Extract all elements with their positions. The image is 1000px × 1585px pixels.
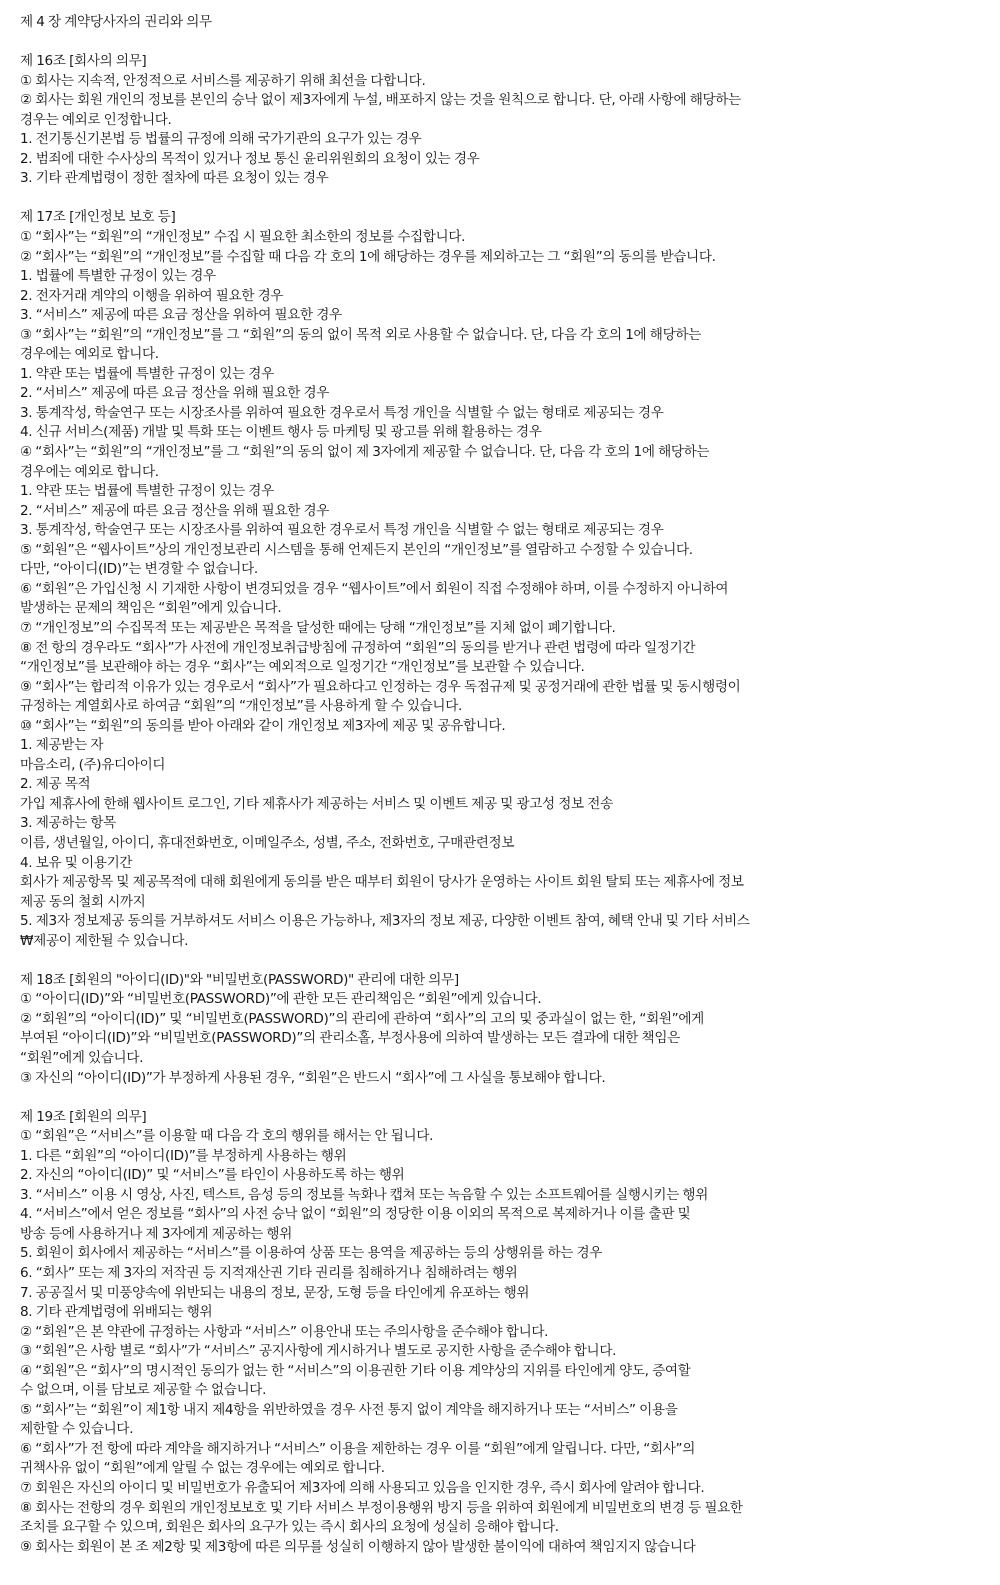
article-text-line: 부여된 “아이디(ID)”와 “비밀번호(PASSWORD)”의 관리소홀, 부정사용에 의하여 발생하는 모든 결과에 대한 책임은 xyxy=(20,1030,680,1047)
spacer xyxy=(20,189,985,209)
article-text-line: ⑤ “회사”는 “회원”이 제1항 내지 제4항을 위반하였을 경우 사전 통지 없이 계약을 해지하거나 또는 “서비스” 이용을 xyxy=(20,1401,678,1418)
article-text-line: 8. 기타 관계법령에 위배되는 행위 xyxy=(20,1304,213,1321)
article-text-line: 2. 전자거래 계약의 이행을 위하여 필요한 경우 xyxy=(20,287,284,304)
article-text-line: ① “아이디(ID)”와 “비밀번호(PASSWORD)”에 관한 모든 관리책임은 “회원”에게 있습니다. xyxy=(20,991,542,1008)
article-section xyxy=(20,208,985,970)
article-text-line: ⑦ “개인정보”의 수집목적 또는 제공받은 목적을 달성한 때에는 당해 “개인정보”를 지체 없이 폐기합니다. xyxy=(20,619,616,636)
article-text-line: 발생하는 문제의 책임은 “회원”에게 있습니다. xyxy=(20,600,282,617)
article-section xyxy=(20,1108,985,1558)
article-text-line: 3. “서비스” 제공에 따른 요금 정산을 위하여 필요한 경우 xyxy=(20,307,342,324)
article-text-line: ⑥ “회사”가 전 항에 따라 계약을 해지하거나 “서비스” 이용을 제한하는 경우 이를 “회원”에게 알립니다. 다만, “회사”의 xyxy=(20,1440,695,1457)
chapter-title: 제 4 장 계약당사자의 권리와 의무 xyxy=(20,14,212,30)
article-text-line: ③ “회원”은 사항 별로 “회사”가 “서비스” 공지사항에 게시하거나 별도로 공지한 사항을 준수해야 합니다. xyxy=(20,1343,617,1360)
spacer xyxy=(20,33,985,53)
article-text-line: ① 회사는 지속적, 안정적으로 서비스를 제공하기 위해 최선을 다합니다. xyxy=(20,72,426,89)
article-text-line: 2. 자신의 “아이디(ID)” 및 “서비스”를 타인이 사용하도록 하는 행위 xyxy=(20,1167,405,1184)
article-text-line: ⑧ 회사는 전항의 경우 회원의 개인정보보호 및 기타 서비스 부정이용행위 방지 등을 위하여 회원에게 비밀번호의 변경 등 필요한 xyxy=(20,1499,743,1516)
article-text-line: 이름, 생년월일, 아이디, 휴대전화번호, 이메일주소, 성별, 주소, 전화번호, 구매관련정보 xyxy=(20,834,515,851)
article-text-line: ② “회원”은 본 약관에 규정하는 사항과 “서비스” 이용안내 또는 주의사항을 준수해야 합니다. xyxy=(20,1323,549,1340)
article-text-line: 5. 회원이 회사에서 제공하는 “서비스”를 이용하여 상품 또는 용역을 제공하는 등의 상행위를 하는 경우 xyxy=(20,1245,603,1262)
article-text-line: 경우에는 예외로 합니다. xyxy=(20,463,159,480)
article-text-line: 1. 제공받는 자 xyxy=(20,737,104,754)
article-text-line: 귀책사유 없이 “회원”에게 알릴 수 없는 경우에는 예외로 합니다. xyxy=(20,1460,385,1477)
article-text-line: 회사가 제공항목 및 제공목적에 대해 회원에게 동의를 받은 때부터 회원이 당사가 운영하는 사이트 회원 탈퇴 또는 제휴사에 정보 xyxy=(20,874,744,891)
article-text-line: 규정하는 계열회사로 하여금 “회원”의 “개인정보”를 사용하게 할 수 있습니다. xyxy=(20,698,462,715)
article-text-line: 방송 등에 사용하거나 제 3자에게 제공하는 행위 xyxy=(20,1225,292,1242)
article-text-line: 1. 법률에 특별한 규정이 있는 경우 xyxy=(20,268,216,285)
article-text-line: 1. 다른 “회원”의 “아이디(ID)”를 부정하게 사용하는 행위 xyxy=(20,1147,347,1164)
article-text-line: 조치를 요구할 수 있으며, 회원은 회사의 요구가 있는 즉시 회사의 요청에 성실히 응해야 합니다. xyxy=(20,1519,559,1536)
sections-container xyxy=(20,52,985,1557)
article-text-line: ② “회사”는 “회원”의 “개인정보”를 수집할 때 다음 각 호의 1에 해당하는 경우를 제외하고는 그 “회원”의 동의를 받습니다. xyxy=(20,248,716,265)
article-text-line: ₩제공이 제한될 수 있습니다. xyxy=(20,932,189,949)
article-text-line: ④ “회사”는 “회원”의 “개인정보”를 그 “회원”의 동의 없이 제 3자에게 제공할 수 없습니다. 단, 다음 각 호의 1에 해당하는 xyxy=(20,444,710,461)
article-text-line: 2. “서비스” 제공에 따른 요금 정산을 위해 필요한 경우 xyxy=(20,385,330,402)
article-text-line: “회원”에게 있습니다. xyxy=(20,1049,144,1066)
article-section xyxy=(20,52,985,208)
article-text-line: 1. 전기통신기본법 등 법률의 규정에 의해 국가기관의 요구가 있는 경우 xyxy=(20,131,422,148)
article-text-line: 제공 동의 철회 시까지 xyxy=(20,893,146,910)
article-text-line: ② 회사는 회원 개인의 정보를 본인의 승낙 없이 제3자에게 누설, 배포하지 않는 것을 원칙으로 합니다. 단, 아래 사항에 해당하는 xyxy=(20,92,741,109)
article-text-line: 경우는 예외로 인정합니다. xyxy=(20,111,172,128)
article-heading: 제 18조 [회원의 "아이디(ID)"와 "비밀번호(PASSWORD)" 관리에 대한 의무] xyxy=(20,971,459,988)
article-text-line: 가입 제휴사에 한해 웹사이트 로그인, 기타 제휴사가 제공하는 서비스 및 이벤트 제공 및 광고성 정보 전송 xyxy=(20,795,613,812)
article-text-line: ④ “회원”은 “회사”의 명시적인 동의가 없는 한 “서비스”의 이용권한 기타 이용 계약상의 지위를 타인에게 양도, 증여할 xyxy=(20,1362,691,1379)
article-text-line: ② “회원”의 “아이디(ID)” 및 “비밀번호(PASSWORD)”의 관리에 관하여 “회사”의 고의 및 중과실이 없는 한, “회원”에게 xyxy=(20,1010,704,1027)
article-text-line: ⑨ “회사”는 합리적 이유가 있는 경우로서 “회사”가 필요하다고 인정하는 경우 독점규제 및 공정거래에 관한 법률 및 동시행령이 xyxy=(20,678,741,695)
article-text-line: 2. 범죄에 대한 수사상의 목적이 있거나 정보 통신 윤리위원회의 요청이 있는 경우 xyxy=(20,150,480,167)
article-text-line: ① “회원”은 “서비스”를 이용할 때 다음 각 호의 행위를 해서는 안 됩니다. xyxy=(20,1128,434,1145)
article-text-line: ⑥ “회원”은 가입신청 시 기재한 사항이 변경되었을 경우 “웹사이트”에서 회원이 직접 수정해야 하며, 이를 수정하지 아니하여 xyxy=(20,580,729,597)
article-text-line: 수 없으며, 이를 담보로 제공할 수 없습니다. xyxy=(20,1382,267,1399)
article-text-line: 3. “서비스” 이용 시 영상, 사진, 텍스트, 음성 등의 정보를 녹화나 캡쳐 또는 녹음할 수 있는 소프트웨어를 실행시키는 행위 xyxy=(20,1186,708,1203)
article-text-line: 마음소리, (주)유디아이디 xyxy=(20,756,166,773)
article-text-line: ③ 자신의 “아이디(ID)”가 부정하게 사용된 경우, “회원”은 반드시 “회사”에 그 사실을 통보해야 합니다. xyxy=(20,1069,606,1086)
article-text-line: 3. 통계작성, 학술연구 또는 시장조사를 위하여 필요한 경우로서 특정 개인을 식별할 수 없는 형태로 제공되는 경우 xyxy=(20,404,664,421)
article-text-line: 7. 공공질서 및 미풍양속에 위반되는 내용의 정보, 문장, 도형 등을 타인에게 유포하는 행위 xyxy=(20,1284,530,1301)
article-text-line: ⑤ “회원”은 “웹사이트”상의 개인정보관리 시스템을 통해 언제든지 본인의 “개인정보”를 열람하고 수정할 수 있습니다. xyxy=(20,541,693,558)
article-text-line: 4. 보유 및 이용기간 xyxy=(20,854,133,871)
article-text-line: 4. “서비스”에서 얻은 정보를 “회사”의 사전 승낙 없이 “회원”의 정당한 이용 이외의 목적으로 복제하거나 이를 출판 및 xyxy=(20,1206,691,1223)
article-heading: 제 17조 [개인정보 보호 등] xyxy=(20,209,176,226)
terms-document xyxy=(20,13,985,1557)
article-text-line: “개인정보”를 보관해야 하는 경우 “회사”는 예외적으로 일정기간 “개인정보”를 보관할 수 있습니다. xyxy=(20,659,585,676)
spacer xyxy=(20,1088,985,1108)
article-text-line: 2. 제공 목적 xyxy=(20,776,91,793)
article-text-line: ⑧ 전 항의 경우라도 “회사”가 사전에 개인정보취급방침에 규정하여 “회원”의 동의를 받거나 관련 법령에 따라 일정기간 xyxy=(20,639,696,656)
article-text-line: 경우에는 예외로 합니다. xyxy=(20,346,159,363)
article-text-line: ① “회사”는 “회원”의 “개인정보” 수집 시 필요한 최소한의 정보를 수집합니다. xyxy=(20,229,466,246)
article-text-line: ③ “회사”는 “회원”의 “개인정보”를 그 “회원”의 동의 없이 목적 외로 사용할 수 없습니다. 단, 다음 각 호의 1에 해당하는 xyxy=(20,326,701,343)
article-text-line: ⑦ 회원은 자신의 아이디 및 비밀번호가 유출되어 제3자에 의해 사용되고 있음을 인지한 경우, 즉시 회사에 알려야 합니다. xyxy=(20,1480,705,1497)
article-text-line: 5. 제3자 정보제공 동의를 거부하셔도 서비스 이용은 가능하나, 제3자의 정보 제공, 다양한 이벤트 참여, 혜택 안내 및 기타 서비스 xyxy=(20,913,750,930)
article-heading: 제 16조 [회사의 의무] xyxy=(20,53,147,70)
article-text-line: 3. 통계작성, 학술연구 또는 시장조사를 위하여 필요한 경우로서 특정 개인을 식별할 수 없는 형태로 제공되는 경우 xyxy=(20,522,664,539)
article-text-line: 6. “회사” 또는 제 3자의 저작권 등 지적재산권 기타 권리를 침해하거나 침해하려는 행위 xyxy=(20,1265,518,1281)
article-text-line: 1. 약관 또는 법률에 특별한 규정이 있는 경우 xyxy=(20,483,274,500)
article-text-line: ⑨ 회사는 회원이 본 조 제2항 및 제3항에 따른 의무를 성실히 이행하지 않아 발생한 불이익에 대하여 책임지지 않습니다 xyxy=(20,1538,696,1555)
article-text-line: 제한할 수 있습니다. xyxy=(20,1421,134,1438)
article-text-line: 4. 신규 서비스(제품) 개발 및 특화 또는 이벤트 행사 등 마케팅 및 광고를 위해 활용하는 경우 xyxy=(20,424,542,441)
article-text-line: 2. “서비스” 제공에 따른 요금 정산을 위해 필요한 경우 xyxy=(20,502,330,519)
article-text-line: 1. 약관 또는 법률에 특별한 규정이 있는 경우 xyxy=(20,365,274,382)
article-heading: 제 19조 [회원의 의무] xyxy=(20,1108,147,1125)
article-text-line: 3. 제공하는 항목 xyxy=(20,815,116,832)
article-text-line: 3. 기타 관계법령이 정한 절차에 따른 요청이 있는 경우 xyxy=(20,170,329,187)
article-text-line: 다만, “아이디(ID)”는 변경할 수 없습니다. xyxy=(20,561,258,578)
spacer xyxy=(20,951,985,971)
article-text-line: ⑩ “회사”는 “회원”의 동의를 받아 아래와 같이 개인정보 제3자에 제공 및 공유합니다. xyxy=(20,717,506,734)
article-section xyxy=(20,971,985,1108)
